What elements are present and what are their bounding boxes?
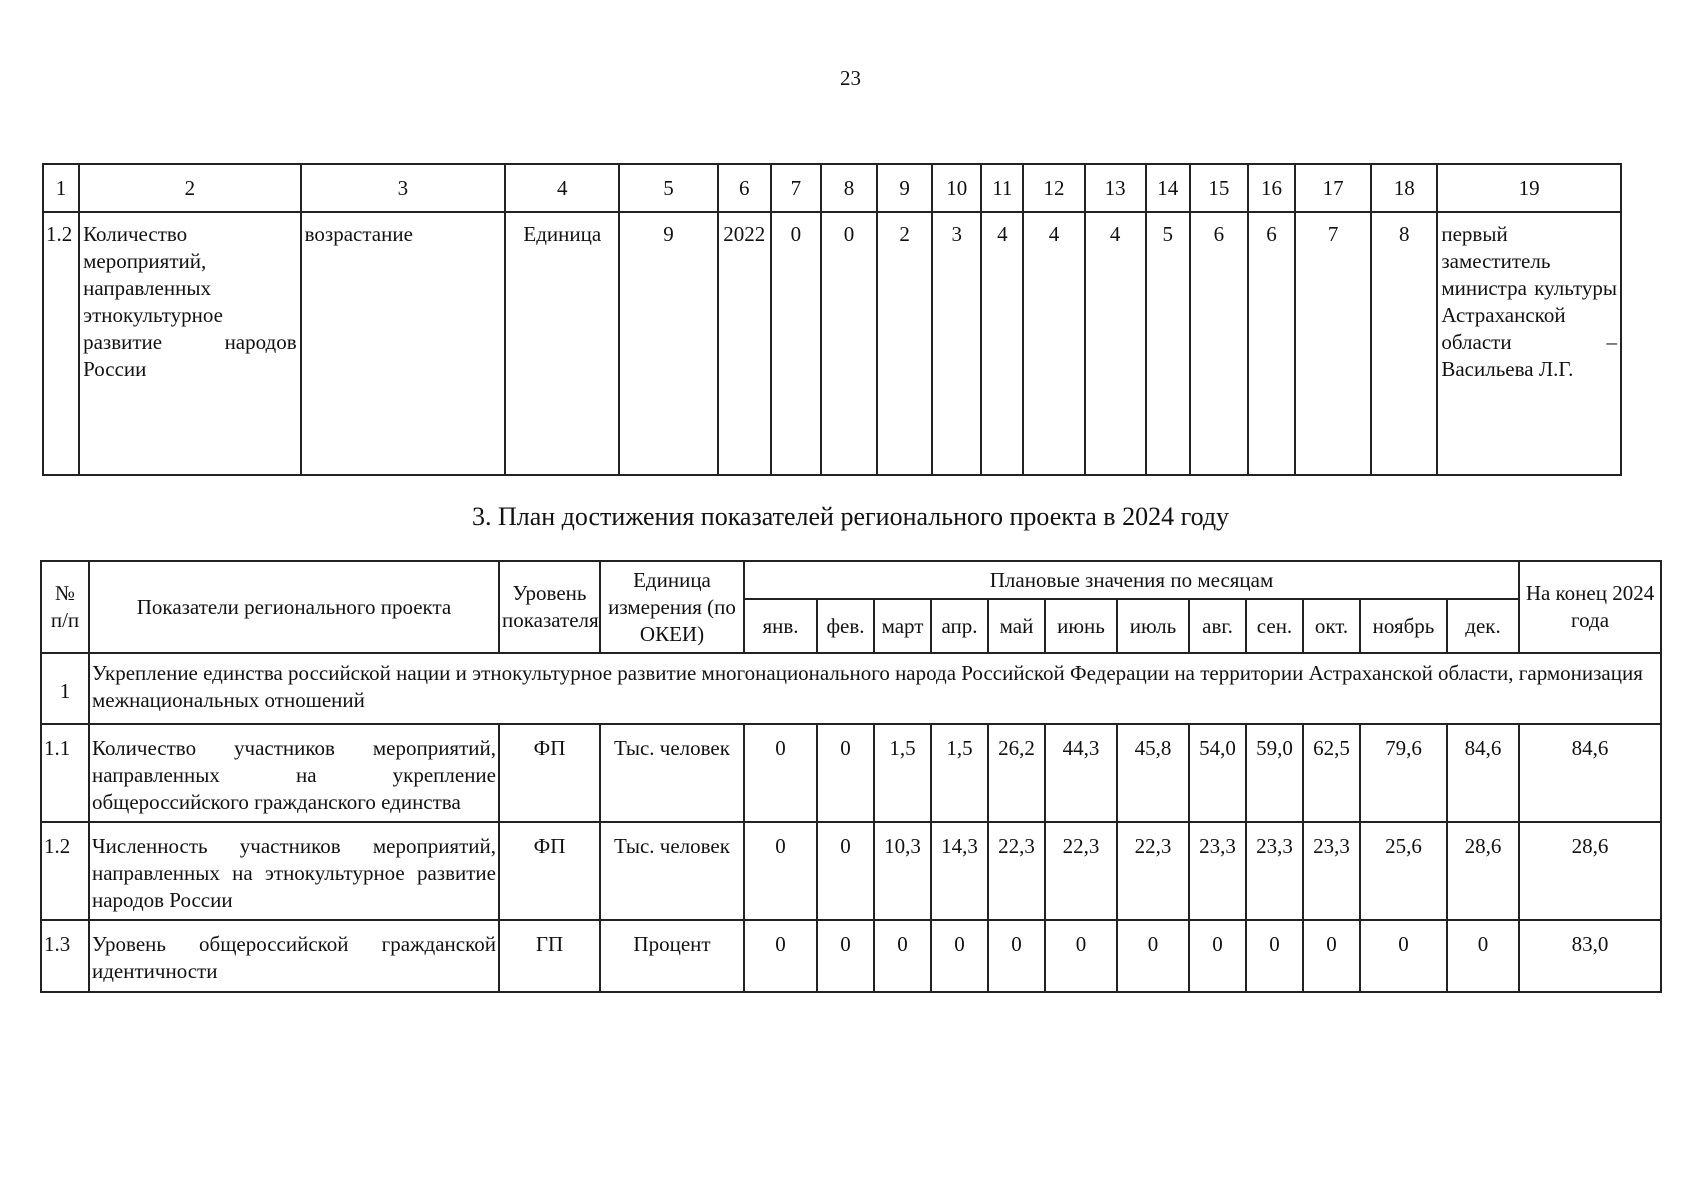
section-title: 3. План достижения показателей регионального проекта в 2024 году <box>471 502 1230 531</box>
value-cell: 0 <box>817 920 874 992</box>
header-planned-values: Плановые значения по месяцам <box>744 561 1519 599</box>
column-number: 9 <box>877 164 932 212</box>
page-number: 23 <box>840 66 861 90</box>
value-cell: 0 <box>1447 920 1519 992</box>
value-cell: 0 <box>988 920 1045 992</box>
indicator-level: ФП <box>499 724 600 822</box>
unit: Процент <box>600 920 744 992</box>
value-cell: 26,2 <box>988 724 1045 822</box>
indicator-level: ФП <box>499 822 600 920</box>
value-cell: 1,5 <box>931 724 988 822</box>
group-title: Укрепление единства российской нации и этнокультурное развитие многонационального народа Российской Федерации на территории Астраханской области, гармонизация межнациональных отношений <box>89 653 1661 724</box>
value-cell: 84,6 <box>1447 724 1519 822</box>
column-number-row <box>43 164 1621 212</box>
value-cell: 23,3 <box>1303 822 1360 920</box>
value-cell: 0 <box>1303 920 1360 992</box>
column-number: 15 <box>1190 164 1248 212</box>
header-row <box>41 561 1661 599</box>
value-cell: 45,8 <box>1117 724 1189 822</box>
header-number: № п/п <box>41 561 89 653</box>
base-value: 9 <box>619 212 717 475</box>
month-jun: июнь <box>1045 599 1117 653</box>
value-cell: 4 <box>1023 212 1084 475</box>
row-number: 1.2 <box>41 822 89 920</box>
month-feb: фев. <box>817 599 874 653</box>
value-cell: 0 <box>1189 920 1246 992</box>
column-number: 2 <box>79 164 301 212</box>
indicator-level: ГП <box>499 920 600 992</box>
column-number: 8 <box>821 164 877 212</box>
month-apr: апр. <box>931 599 988 653</box>
header-level: Уровень показателя <box>499 561 600 653</box>
table-row <box>41 920 1661 992</box>
column-number: 17 <box>1295 164 1371 212</box>
value-cell: 0 <box>1246 920 1303 992</box>
unit: Единица <box>505 212 619 475</box>
year-end-value: 28,6 <box>1519 822 1661 920</box>
group-row <box>41 653 1661 724</box>
value-cell: 10,3 <box>874 822 931 920</box>
month-aug: авг. <box>1189 599 1246 653</box>
indicator-table-continued <box>42 163 1622 476</box>
value-cell: 6 <box>1248 212 1295 475</box>
value-cell: 0 <box>1045 920 1117 992</box>
value-cell: 4 <box>981 212 1023 475</box>
column-number: 13 <box>1085 164 1146 212</box>
month-sep: сен. <box>1246 599 1303 653</box>
table-row <box>41 822 1661 920</box>
row-number: 1.1 <box>41 724 89 822</box>
value-cell: 22,3 <box>1117 822 1189 920</box>
indicator-name: Количество мероприятий, направленных этнокультурное развитие народов России <box>79 212 301 475</box>
base-year: 2022 <box>718 212 771 475</box>
unit: Тыс. человек <box>600 724 744 822</box>
value-cell: 8 <box>1371 212 1437 475</box>
value-cell: 23,3 <box>1246 822 1303 920</box>
header-indicator: Показатели регионального проекта <box>89 561 499 653</box>
month-oct: окт. <box>1303 599 1360 653</box>
year-end-value: 84,6 <box>1519 724 1661 822</box>
value-cell: 4 <box>1085 212 1146 475</box>
value-cell: 2 <box>877 212 932 475</box>
column-number: 5 <box>619 164 717 212</box>
value-cell: 0 <box>817 822 874 920</box>
unit: Тыс. человек <box>600 822 744 920</box>
month-dec: дек. <box>1447 599 1519 653</box>
indicator-name: Численность участников мероприятий, направленных на этнокультурное развитие народов России <box>89 822 499 920</box>
column-number: 3 <box>301 164 506 212</box>
value-cell: 54,0 <box>1189 724 1246 822</box>
header-unit: Единица измерения (по ОКЕИ) <box>600 561 744 653</box>
column-number: 12 <box>1023 164 1084 212</box>
value-cell: 59,0 <box>1246 724 1303 822</box>
value-cell: 0 <box>744 920 817 992</box>
responsible-person: первый заместитель министра культуры Астраханской области – Васильева Л.Г. <box>1437 212 1621 475</box>
value-cell: 22,3 <box>1045 822 1117 920</box>
value-cell: 0 <box>821 212 877 475</box>
row-number: 1.2 <box>43 212 79 475</box>
row-number: 1.3 <box>41 920 89 992</box>
column-number: 1 <box>43 164 79 212</box>
value-cell: 22,3 <box>988 822 1045 920</box>
month-nov: ноябрь <box>1360 599 1447 653</box>
value-cell: 14,3 <box>931 822 988 920</box>
value-cell: 44,3 <box>1045 724 1117 822</box>
column-number: 6 <box>718 164 771 212</box>
value-cell: 0 <box>1360 920 1447 992</box>
value-cell: 23,3 <box>1189 822 1246 920</box>
table-row <box>43 212 1621 475</box>
month-jul: июль <box>1117 599 1189 653</box>
column-number: 19 <box>1437 164 1621 212</box>
value-cell: 28,6 <box>1447 822 1519 920</box>
value-cell: 0 <box>817 724 874 822</box>
value-cell: 62,5 <box>1303 724 1360 822</box>
value-cell: 25,6 <box>1360 822 1447 920</box>
plan-table <box>40 560 1662 993</box>
value-cell: 79,6 <box>1360 724 1447 822</box>
column-number: 7 <box>771 164 821 212</box>
value-cell: 1,5 <box>874 724 931 822</box>
value-cell: 0 <box>771 212 821 475</box>
column-number: 4 <box>505 164 619 212</box>
month-mar: март <box>874 599 931 653</box>
value-cell: 3 <box>932 212 981 475</box>
value-cell: 0 <box>744 724 817 822</box>
year-end-value: 83,0 <box>1519 920 1661 992</box>
column-number: 14 <box>1146 164 1190 212</box>
value-cell: 7 <box>1295 212 1371 475</box>
value-cell: 0 <box>1117 920 1189 992</box>
group-number: 1 <box>41 653 89 724</box>
value-cell: 0 <box>744 822 817 920</box>
value-cell: 0 <box>931 920 988 992</box>
value-cell: 0 <box>874 920 931 992</box>
column-number: 10 <box>932 164 981 212</box>
value-cell: 6 <box>1190 212 1248 475</box>
value-cell: 5 <box>1146 212 1190 475</box>
month-jan: янв. <box>744 599 817 653</box>
column-number: 18 <box>1371 164 1437 212</box>
indicator-name: Уровень общероссийской гражданской идентичности <box>89 920 499 992</box>
column-number: 16 <box>1248 164 1295 212</box>
header-year-end: На конец 2024 года <box>1519 561 1661 653</box>
indicator-name: Количество участников мероприятий, направленных на укрепление общероссийского гражданского единства <box>89 724 499 822</box>
column-number: 11 <box>981 164 1023 212</box>
indicator-type: возрастание <box>301 212 506 475</box>
month-may: май <box>988 599 1045 653</box>
table-row <box>41 724 1661 822</box>
